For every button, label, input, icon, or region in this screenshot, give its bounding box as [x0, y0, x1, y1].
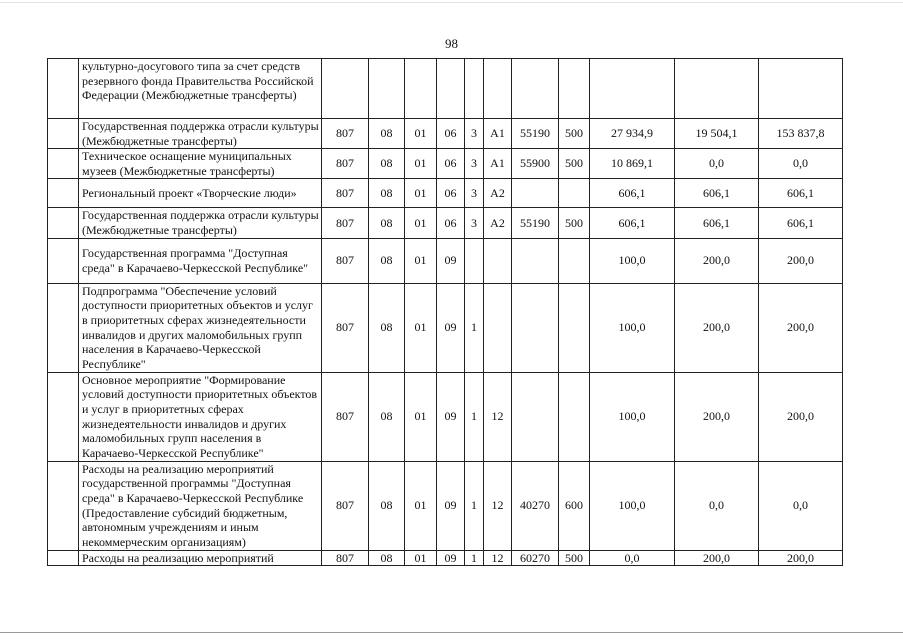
amount-year-3-cell: 606,1: [759, 208, 843, 238]
row-name: Государственная поддержка отрасли культуры (Межбюджетные трансферты): [79, 208, 322, 238]
direction-code-cell: [512, 283, 559, 372]
amount-year-3-cell: [759, 59, 843, 119]
amount-year-1-cell: 100,0: [590, 283, 675, 372]
expense-type-code-cell: [559, 283, 590, 372]
scan-bottom-edge: [0, 632, 903, 633]
expense-type-code-cell: [559, 372, 590, 461]
amount-year-3-cell: 200,0: [759, 372, 843, 461]
amount-year-3-cell: 200,0: [759, 238, 843, 283]
direction-code-cell: 55900: [512, 149, 559, 179]
row-index-cell: [48, 372, 79, 461]
ministry-code-cell: 807: [322, 179, 369, 208]
table-row: [48, 550, 843, 566]
amount-year-2-cell: 19 504,1: [675, 119, 759, 149]
row-index-cell: [48, 550, 79, 566]
amount-year-2-cell: [675, 59, 759, 119]
program-code-cell: 06: [437, 179, 465, 208]
ministry-code-cell: 807: [322, 283, 369, 372]
table-row: [48, 208, 843, 238]
activity-code-cell: [484, 59, 512, 119]
direction-code-cell: [512, 179, 559, 208]
row-index-cell: [48, 238, 79, 283]
ministry-code-cell: 807: [322, 238, 369, 283]
activity-code-cell: A1: [484, 119, 512, 149]
ministry-code-cell: 807: [322, 550, 369, 566]
program-code-cell: 09: [437, 372, 465, 461]
amount-year-2-cell: 606,1: [675, 208, 759, 238]
amount-year-3-cell: 200,0: [759, 550, 843, 566]
row-name: Государственная поддержка отрасли культуры (Межбюджетные трансферты): [79, 119, 322, 149]
amount-year-1-cell: 606,1: [590, 208, 675, 238]
amount-year-1-cell: 10 869,1: [590, 149, 675, 179]
activity-code-cell: [484, 283, 512, 372]
row-name: Расходы на реализацию мероприятий государственной программы "Доступная среда" в Карачаево-Черкесской Республике (Предоставление субсидий бюджетным, автономным учреждениям и иным некоммерческим организациям): [79, 461, 322, 550]
ministry-code-cell: [322, 59, 369, 119]
program-code-cell: 06: [437, 208, 465, 238]
table-row: [48, 149, 843, 179]
section-code-cell: 08: [369, 550, 405, 566]
activity-code-cell: A1: [484, 149, 512, 179]
row-name: Техническое оснащение муниципальных музеев (Межбюджетные трансферты): [79, 149, 322, 179]
subsection-code-cell: 01: [405, 550, 437, 566]
row-index-cell: [48, 208, 79, 238]
direction-code-cell: 55190: [512, 208, 559, 238]
expense-type-code-cell: 600: [559, 461, 590, 550]
subprogram-code-cell: 1: [465, 372, 484, 461]
subsection-code-cell: [405, 59, 437, 119]
row-name: Государственная программа "Доступная среда" в Карачаево-Черкесской Республике": [79, 238, 322, 283]
expense-type-code-cell: 500: [559, 149, 590, 179]
expense-type-code-cell: 500: [559, 550, 590, 566]
row-name: Основное мероприятие "Формирование условий доступности приоритетных объектов и услуг в приоритетных сферах жизнедеятельности инвалидов и других маломобильных групп населения в Карачаево-Черкесской Республике": [79, 372, 322, 461]
amount-year-1-cell: 100,0: [590, 238, 675, 283]
expense-type-code-cell: [559, 179, 590, 208]
section-code-cell: 08: [369, 149, 405, 179]
amount-year-1-cell: [590, 59, 675, 119]
activity-code-cell: 12: [484, 550, 512, 566]
row-index-cell: [48, 59, 79, 119]
budget-table: [47, 58, 843, 566]
subsection-code-cell: 01: [405, 149, 437, 179]
amount-year-2-cell: 200,0: [675, 238, 759, 283]
subprogram-code-cell: 3: [465, 149, 484, 179]
table-row: [48, 283, 843, 372]
section-code-cell: 08: [369, 208, 405, 238]
subprogram-code-cell: 1: [465, 461, 484, 550]
expense-type-code-cell: [559, 238, 590, 283]
amount-year-1-cell: 0,0: [590, 550, 675, 566]
amount-year-3-cell: 0,0: [759, 461, 843, 550]
amount-year-1-cell: 100,0: [590, 461, 675, 550]
amount-year-2-cell: 0,0: [675, 149, 759, 179]
section-code-cell: 08: [369, 283, 405, 372]
amount-year-1-cell: 606,1: [590, 179, 675, 208]
amount-year-3-cell: 200,0: [759, 283, 843, 372]
row-index-cell: [48, 283, 79, 372]
expense-type-code-cell: 500: [559, 208, 590, 238]
amount-year-2-cell: 0,0: [675, 461, 759, 550]
subsection-code-cell: 01: [405, 283, 437, 372]
direction-code-cell: 40270: [512, 461, 559, 550]
subsection-code-cell: 01: [405, 372, 437, 461]
ministry-code-cell: 807: [322, 119, 369, 149]
subprogram-code-cell: 1: [465, 283, 484, 372]
subsection-code-cell: 01: [405, 238, 437, 283]
amount-year-2-cell: 200,0: [675, 372, 759, 461]
row-name: культурно-досугового типа за счет средств резервного фонда Правительства Российской Федерации (Межбюджетные трансферты): [79, 59, 322, 119]
subsection-code-cell: 01: [405, 179, 437, 208]
program-code-cell: 09: [437, 283, 465, 372]
table-row: [48, 372, 843, 461]
subsection-code-cell: 01: [405, 119, 437, 149]
row-index-cell: [48, 179, 79, 208]
subprogram-code-cell: [465, 238, 484, 283]
amount-year-1-cell: 100,0: [590, 372, 675, 461]
activity-code-cell: 12: [484, 372, 512, 461]
ministry-code-cell: 807: [322, 208, 369, 238]
amount-year-1-cell: 27 934,9: [590, 119, 675, 149]
table-row: [48, 119, 843, 149]
subprogram-code-cell: 1: [465, 550, 484, 566]
amount-year-3-cell: 606,1: [759, 179, 843, 208]
ministry-code-cell: 807: [322, 149, 369, 179]
table-row: [48, 461, 843, 550]
direction-code-cell: [512, 238, 559, 283]
direction-code-cell: 55190: [512, 119, 559, 149]
amount-year-2-cell: 606,1: [675, 179, 759, 208]
program-code-cell: 09: [437, 238, 465, 283]
table-row: [48, 59, 843, 119]
section-code-cell: [369, 59, 405, 119]
section-code-cell: 08: [369, 238, 405, 283]
subsection-code-cell: 01: [405, 461, 437, 550]
expense-type-code-cell: [559, 59, 590, 119]
direction-code-cell: [512, 372, 559, 461]
program-code-cell: 06: [437, 149, 465, 179]
activity-code-cell: A2: [484, 179, 512, 208]
page-number: 98: [445, 36, 458, 51]
row-index-cell: [48, 119, 79, 149]
program-code-cell: 09: [437, 461, 465, 550]
subprogram-code-cell: 3: [465, 208, 484, 238]
activity-code-cell: 12: [484, 461, 512, 550]
section-code-cell: 08: [369, 372, 405, 461]
ministry-code-cell: 807: [322, 372, 369, 461]
subprogram-code-cell: [465, 59, 484, 119]
subsection-code-cell: 01: [405, 208, 437, 238]
row-index-cell: [48, 461, 79, 550]
table-body: [48, 59, 843, 566]
amount-year-3-cell: 153 837,8: [759, 119, 843, 149]
table-row: [48, 238, 843, 283]
program-code-cell: 06: [437, 119, 465, 149]
amount-year-3-cell: 0,0: [759, 149, 843, 179]
direction-code-cell: 60270: [512, 550, 559, 566]
amount-year-2-cell: 200,0: [675, 550, 759, 566]
expense-type-code-cell: 500: [559, 119, 590, 149]
row-name: Региональный проект «Творческие люди»: [79, 179, 322, 208]
program-code-cell: 09: [437, 550, 465, 566]
subprogram-code-cell: 3: [465, 119, 484, 149]
table-row: [48, 179, 843, 208]
row-name: Подпрограмма "Обеспечение условий доступности приоритетных объектов и услуг в приоритетных сферах жизнедеятельности инвалидов и других маломобильных групп населения в Карачаево-Черкесской Республике": [79, 283, 322, 372]
section-code-cell: 08: [369, 179, 405, 208]
subprogram-code-cell: 3: [465, 179, 484, 208]
direction-code-cell: [512, 59, 559, 119]
section-code-cell: 08: [369, 119, 405, 149]
program-code-cell: [437, 59, 465, 119]
row-name: Расходы на реализацию мероприятий: [79, 550, 322, 566]
activity-code-cell: [484, 238, 512, 283]
ministry-code-cell: 807: [322, 461, 369, 550]
section-code-cell: 08: [369, 461, 405, 550]
scan-top-edge: [0, 2, 903, 3]
amount-year-2-cell: 200,0: [675, 283, 759, 372]
activity-code-cell: A2: [484, 208, 512, 238]
row-index-cell: [48, 149, 79, 179]
